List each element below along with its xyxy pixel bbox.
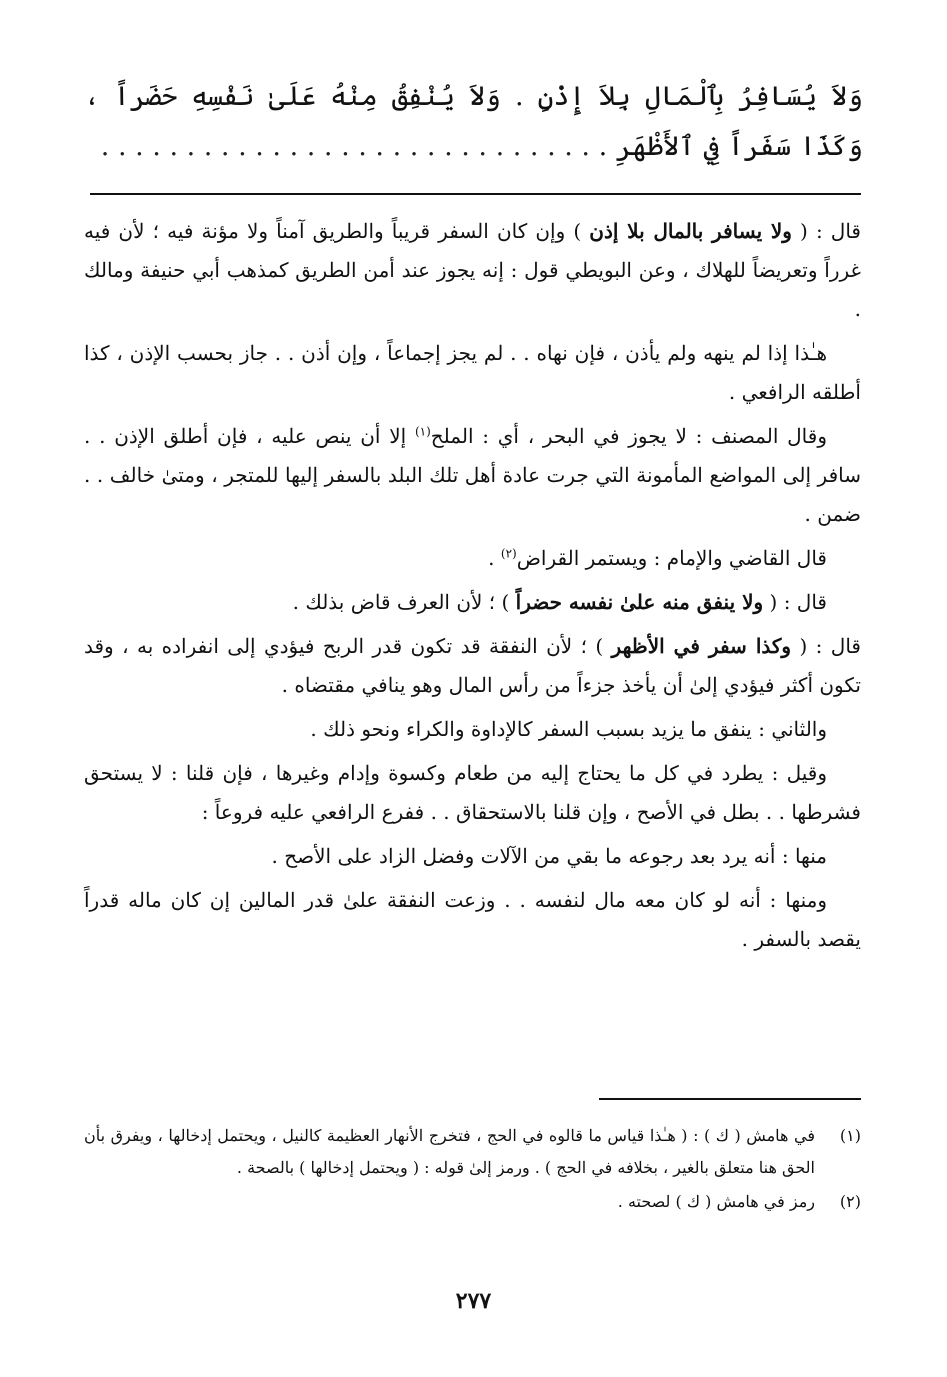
footnote-text: رمز في هامش ( ك ) لصحته .: [617, 1192, 815, 1211]
commentary-block: [84, 212, 861, 964]
p1-intro: قال : (: [791, 219, 861, 243]
footnote-separator-rule: [599, 1098, 861, 1100]
footnote-ref-1: (١): [414, 424, 431, 439]
p4-body-start: قال القاضي والإمام : ويستمر القراض: [516, 546, 827, 570]
footnote-number: (٢): [839, 1192, 861, 1211]
p6-body: ) ؛ لأن النفقة قد تكون قدر الربح فيؤدي إلى انفراده به ، وقد تكون أكثر فيؤدي إلىٰ أن يأخذ جزءاً من رأس المال وهو ينافي مقتضاه .: [84, 634, 861, 697]
footnote-text: في هامش ( ك ) : ( هـٰذا قياس ما قالوه في الحج ، فتخرج الأنهار العظيمة كالنيل ، ويحتمل إدخالها ، ويفرق بأن الحق هنا متعلق بالغير ، بخلافه في الحج ) . ورمز إلىٰ قوله : ( ويحتمل إدخالها ) بالصحة .: [84, 1126, 815, 1177]
commentary-paragraph-4: [84, 539, 861, 578]
commentary-paragraph-1: [84, 212, 861, 329]
commentary-paragraph-7: والثاني : ينفق ما يزيد بسبب السفر كالإداوة والكراء ونحو ذلك .: [310, 717, 827, 741]
matn-text-block: [84, 72, 863, 172]
matn-separator-rule: [90, 193, 861, 195]
commentary-paragraph-9: منها : أنه يرد بعد رجوعه ما بقي من الآلات وفضل الزاد على الأصح .: [271, 844, 827, 868]
p3-body-start: وقال المصنف : لا يجوز في البحر ، أي : الملح: [430, 424, 827, 448]
p5-body: ) ؛ لأن العرف قاض بذلك .: [292, 590, 516, 614]
footnote-number: (١): [839, 1126, 861, 1145]
commentary-paragraph-6: [84, 627, 861, 705]
page-number: ٢٧٧: [455, 1288, 492, 1314]
commentary-paragraph-3: [84, 417, 861, 534]
footnotes-block: [84, 1120, 861, 1220]
matn-dots: . . . . . . . . . . . . . . . . . . . . . . . . . . . . .: [100, 131, 590, 162]
p3-body-end: إلا أن ينص عليه ، فإن أطلق الإذن . . سافر إلى المواضع المأمونة التي جرت عادة أهل تلك البلد بالسفر إليها للمتجر ، ومتىٰ خالف . . ضمن .: [84, 424, 861, 526]
commentary-paragraph-5: [84, 583, 861, 622]
commentary-paragraph-8: وقيل : يطرد في كل ما يحتاج إليه من طعام وكسوة وإدام وغيرها ، فإن قلنا : لا يستحق فشرطها . . بطل في الأصح ، وإن قلنا بالاستحقاق . . ففرع الرافعي عليه فروعاً :: [84, 761, 861, 824]
p1-body: ) وإن كان السفر قريباً والطريق آمناً ولا مؤنة فيه ؛ لأن فيه غرراً وتعريضاً للهلاك ، وعن البويطي قول : إنه يجوز عند أمن الطريق كمذهب أبي حنيفة ومالك .: [84, 219, 861, 321]
matn-text: وَلاَ يُسَافِرُ بِٱلْمَالِ بِلاَ إِذْنٍ . وَلاَ يُنْفِقُ مِنْهُ عَلَىٰ نَفْسِهِ حَضَراً ، وَكَذَا سَفَراً فِي ٱلأَظْهَرِ .: [84, 81, 863, 162]
footnote-2: [84, 1186, 861, 1218]
p5-quoted-matn: ولا ينفق منه علىٰ نفسه حضراً: [515, 590, 764, 614]
footnote-ref-2: (٢): [500, 546, 517, 561]
p6-quoted-matn: وكذا سفر في الأظهر: [611, 634, 792, 658]
p4-body-end: .: [488, 546, 501, 570]
p1-quoted-matn: ولا يسافر بالمال بلا إذن: [589, 219, 792, 243]
commentary-paragraph-2: هـٰذا إذا لم ينهه ولم يأذن ، فإن نهاه . . لم يجز إجماعاً ، وإن أذن . . جاز بحسب الإذن ، كذا أطلقه الرافعي .: [84, 341, 861, 404]
p5-intro: قال : (: [763, 590, 827, 614]
footnote-1: [84, 1120, 861, 1184]
commentary-paragraph-10: ومنها : أنه لو كان معه مال لنفسه . . وزعت النفقة علىٰ قدر المالين إن كان ماله قدراً يقصد بالسفر .: [84, 888, 861, 951]
p6-intro: قال : (: [791, 634, 861, 658]
